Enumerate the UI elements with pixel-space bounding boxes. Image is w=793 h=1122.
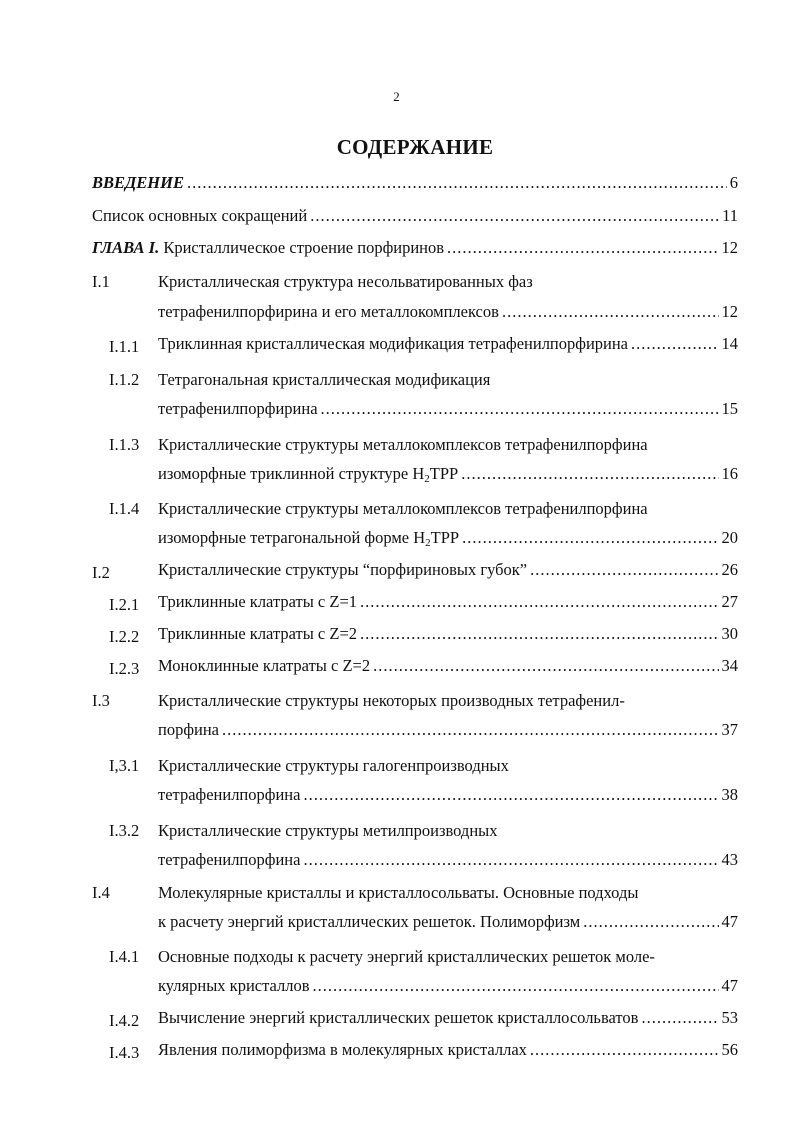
toc-entry-chapter-1[interactable] xyxy=(92,238,738,258)
toc-page-number: 20 xyxy=(721,528,738,547)
toc-entry-1-1-1[interactable] xyxy=(158,334,738,354)
toc-page-number: 53 xyxy=(721,1008,738,1027)
toc-page-number: 47 xyxy=(721,912,738,931)
toc-entry-text: Триклинная кристаллическая модификация тетрафенилпорфирина xyxy=(158,334,629,353)
toc-entry-1-2-1[interactable] xyxy=(158,592,738,612)
section-number: I.2.2 xyxy=(109,627,140,646)
toc-entry-1-4-2[interactable] xyxy=(158,1008,738,1028)
section-number: I.2 xyxy=(92,563,110,582)
toc-entry-abbreviations[interactable] xyxy=(92,206,738,226)
toc-page-number: 14 xyxy=(721,334,738,353)
section-number: I.4.2 xyxy=(109,1011,140,1030)
toc-entry-text: Кристаллические структуры металлокомплексов тетрафенилпорфина xyxy=(158,499,648,518)
toc-entry-text: Триклинные клатраты с Z=2 xyxy=(158,624,358,643)
section-number: I.4.3 xyxy=(109,1043,140,1062)
toc-entry-text: Молекулярные кристаллы и кристаллосольваты. Основные подходы xyxy=(158,883,639,902)
toc-entry-1-3-1-cont[interactable] xyxy=(158,785,738,805)
toc-entry-1-1-4[interactable] xyxy=(0,496,793,522)
toc-page-number: 34 xyxy=(721,656,738,675)
toc-entry-text: к расчету энергий кристаллических решеток. Полиморфизм xyxy=(158,912,581,931)
toc-entry-1-1-3-cont[interactable] xyxy=(158,464,738,484)
toc-page-number: 47 xyxy=(721,976,738,995)
toc-entry-1-1-3[interactable] xyxy=(0,432,793,458)
section-number: I.1.4 xyxy=(109,499,140,518)
section-number: I.1.3 xyxy=(109,435,140,454)
section-number: I.3.2 xyxy=(109,821,140,840)
toc-entry-text: тетрафенилпорфина xyxy=(158,850,301,869)
section-number: I,3.1 xyxy=(109,756,140,775)
toc-entry-text: Кристаллические структуры некоторых производных тетрафенил- xyxy=(158,691,625,710)
toc-entry-text: изоморфные тетрагональной форме $H_2TPP$ xyxy=(158,528,460,549)
toc-entry-1-3-1[interactable] xyxy=(0,753,793,779)
toc-entry-text: Кристаллические структуры метилпроизводных xyxy=(158,821,498,840)
toc-entry-1-4-3[interactable] xyxy=(158,1040,738,1060)
toc-entry-1-2-3[interactable] xyxy=(158,656,738,676)
toc-page-number: 15 xyxy=(721,399,738,418)
toc-entry-1-3-2[interactable] xyxy=(0,818,793,844)
section-number: I.1.2 xyxy=(109,370,140,389)
toc-page-number: 11 xyxy=(722,206,738,225)
toc-entry-text: Кристаллические структуры “порфириновых губок” xyxy=(158,560,528,579)
toc-entry-text: ВВЕДЕНИЕ xyxy=(92,173,184,192)
toc-page-number: 12 xyxy=(721,238,738,257)
toc-entry-1-2-2[interactable] xyxy=(158,624,738,644)
toc-entry-intro[interactable] xyxy=(92,173,738,193)
toc-entry-1-3-2-cont[interactable] xyxy=(158,850,738,870)
toc-entry-1-1-cont[interactable] xyxy=(158,302,738,322)
toc-entry-1-1-4-cont[interactable] xyxy=(158,528,738,548)
toc-entry-1-4-cont[interactable] xyxy=(158,912,738,932)
toc-entry-1-1[interactable] xyxy=(0,269,793,295)
toc-entry-text: Моноклинные клатраты с Z=2 xyxy=(158,656,371,675)
toc-entry-text: кулярных кристаллов xyxy=(158,976,310,995)
toc-page-number: 43 xyxy=(721,850,738,869)
toc-page-number: 27 xyxy=(721,592,738,611)
section-number: I.4.1 xyxy=(109,947,140,966)
section-number: I.1 xyxy=(92,272,110,291)
toc-page-number: 38 xyxy=(721,785,738,804)
toc-entry-1-1-2[interactable] xyxy=(0,367,793,393)
toc-page-number: 16 xyxy=(721,464,738,483)
toc-entry-1-3[interactable] xyxy=(0,688,793,714)
toc-page-number: 26 xyxy=(721,560,738,579)
section-number: I.4 xyxy=(92,883,110,902)
toc-entry-text: тетрафенилпорфина xyxy=(158,785,301,804)
toc-entry-1-4-1-cont[interactable] xyxy=(158,976,738,996)
chapter-label: ГЛАВА I. xyxy=(92,238,160,257)
toc-entry-1-4[interactable] xyxy=(0,880,793,906)
toc-entry-1-2[interactable] xyxy=(158,560,738,580)
page-number: 2 xyxy=(393,89,400,104)
toc-entry-text: Тетрагональная кристаллическая модификация xyxy=(158,370,491,389)
toc-page-number: 12 xyxy=(721,302,738,321)
section-number: I.3 xyxy=(92,691,110,710)
toc-entry-text: тетрафенилпорфирина и его металлокомплексов xyxy=(158,302,499,321)
toc-page-number: 56 xyxy=(721,1040,738,1059)
toc-entry-text: Кристаллические структуры металлокомплексов тетрафенилпорфина xyxy=(158,435,648,454)
toc-entry-text: изоморфные триклинной структуре $H_2TPP$ xyxy=(158,464,459,485)
page-title: СОДЕРЖАНИЕ xyxy=(336,135,494,159)
toc-entry-text: Кристаллическое строение порфиринов xyxy=(163,238,445,257)
toc-page-number: 6 xyxy=(729,173,738,192)
section-number: I.2.1 xyxy=(109,595,140,614)
section-number: I.1.1 xyxy=(109,337,140,356)
toc-entry-1-3-cont[interactable] xyxy=(158,720,738,740)
section-number: I.2.3 xyxy=(109,659,140,678)
toc-entry-text: порфина xyxy=(158,720,220,739)
toc-page-number: 30 xyxy=(721,624,738,643)
toc-entry-1-1-2-cont[interactable] xyxy=(158,399,738,419)
toc-page-number: 37 xyxy=(721,720,738,739)
toc-entry-text: Явления полиморфизма в молекулярных кристаллах xyxy=(158,1040,527,1059)
toc-entry-text: Вычисление энергий кристаллических решеток кристаллосольватов xyxy=(158,1008,639,1027)
toc-entry-text: Кристаллические структуры галогенпроизводных xyxy=(158,756,509,775)
toc-entry-text: Кристаллическая структура несольватированных фаз xyxy=(158,272,533,291)
toc-entry-1-4-1[interactable] xyxy=(0,944,793,970)
toc-entry-text: Список основных сокращений xyxy=(92,206,308,225)
toc-entry-text: Основные подходы к расчету энергий кристаллических решеток моле- xyxy=(158,947,655,966)
toc-entry-text: Триклинные клатраты с Z=1 xyxy=(158,592,358,611)
toc-entry-text: тетрафенилпорфирина xyxy=(158,399,318,418)
